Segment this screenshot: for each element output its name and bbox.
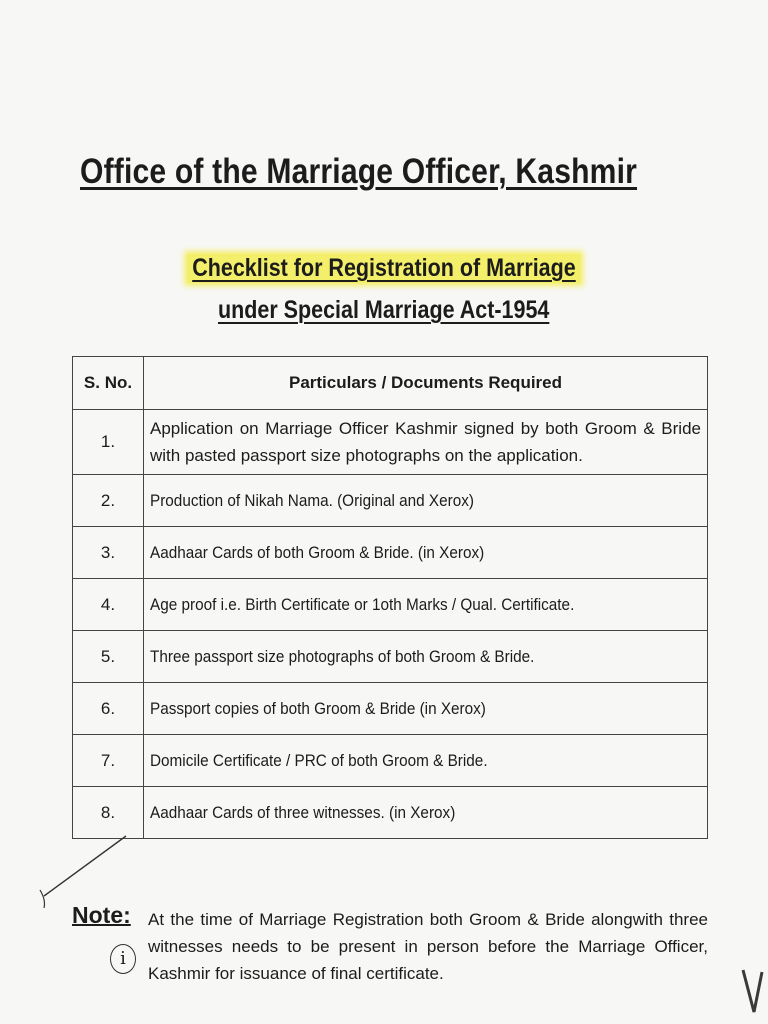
row-number: 4. xyxy=(73,579,144,631)
row-number: 8. xyxy=(73,787,144,839)
row-document-text: Passport copies of both Groom & Bride (in Xerox) xyxy=(150,699,486,718)
row-number: 6. xyxy=(73,683,144,735)
col-header-particulars: Particulars / Documents Required xyxy=(144,357,708,410)
circled-numeral-marker: i xyxy=(110,944,136,974)
col-header-sno: S. No. xyxy=(73,357,144,410)
row-number: 5. xyxy=(73,631,144,683)
document-title: Office of the Marriage Officer, Kashmir xyxy=(80,152,638,191)
note-text: At the time of Marriage Registration both Groom & Bride alongwith three witnesses needs to be present in person before the Marriage Officer, Kashmir for issuance of final certificate. xyxy=(148,910,708,983)
note-label: Note: xyxy=(72,902,131,928)
pen-stroke-mark xyxy=(44,836,126,896)
checklist-heading-line2: under Special Marriage Act-1954 xyxy=(218,296,550,324)
row-document-text: Three passport size photographs of both Groom & Bride. xyxy=(150,647,535,666)
row-document-text: Domicile Certificate / PRC of both Groom & Bride. xyxy=(150,751,488,770)
checklist-heading-line1: Checklist for Registration of Marriage xyxy=(187,254,581,283)
pen-hook-mark xyxy=(40,890,45,908)
row-document-text: Age proof i.e. Birth Certificate or 1oth Marks / Qual. Certificate. xyxy=(150,595,575,614)
row-number: 3. xyxy=(73,527,144,579)
row-number: 7. xyxy=(73,735,144,787)
row-number: 2. xyxy=(73,475,144,527)
row-number: 1. xyxy=(73,410,144,475)
row-document-text: Aadhaar Cards of both Groom & Bride. (in Xerox) xyxy=(150,543,485,562)
row-document-text: Production of Nikah Nama. (Original and Xerox) xyxy=(150,491,474,510)
row-document-text: Aadhaar Cards of three witnesses. (in Xerox) xyxy=(150,803,456,822)
row-document: Application on Marriage Officer Kashmir signed by both Groom & Bride with pasted passport size photographs on the application. xyxy=(144,410,708,475)
pen-tick-mark xyxy=(743,970,762,1012)
